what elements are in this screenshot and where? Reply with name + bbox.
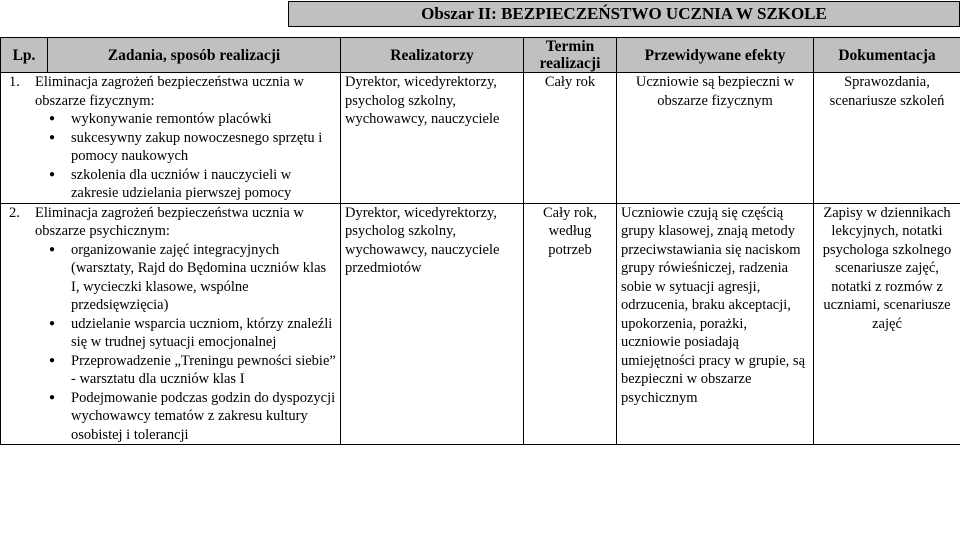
efekty-cell: Uczniowie czują się częścią grupy klasowej, znają metody przeciwstawiania się naciskom grupy rówieśniczej, radzenia sobie w sytuacji agresji, odrzucenia, braku akceptacji, upokorzenia, porażki, uczniowie posiadają umiejętności pracy w grupie, są bezpieczni w obszarze psychicznym (617, 203, 814, 445)
realizatorzy-cell: Dyrektor, wicedyrektorzy, psycholog szkolny, wychowawcy, nauczyciele przedmiotów (341, 203, 524, 445)
title-row (0, 0, 960, 30)
task-bullet-list (45, 110, 336, 203)
header-zadania: Zadania, sposób realizacji (48, 38, 341, 73)
list-item: ● Przeprowadzenie „Treningu pewności siebie” - warsztatu dla uczniów klas I (47, 352, 336, 389)
header-realizatorzy: Realizatorzy (341, 38, 524, 73)
dokumentacja-cell: Zapisy w dziennikach lekcyjnych, notatki psychologa szkolnego scenariusze zajęć, notatki z rozmów z uczniami, scenariusze zajęć (814, 203, 960, 445)
list-item: ● organizowanie zajęć integracyjnych (warsztaty, Rajd do Będomina uczniów klas I, wycieczki klasowe, wspólne przedsięwzięcia) (47, 241, 336, 315)
list-item: ● szkolenia dla uczniów i nauczycieli w zakresie udzielania pierwszej pomocy (47, 166, 336, 203)
header-efekty: Przewidywane efekty (617, 38, 814, 73)
page-title: Obszar II: BEZPIECZEŃSTWO UCZNIA W SZKOLE (421, 4, 827, 23)
realizatorzy-cell: Dyrektor, wicedyrektorzy, psycholog szkolny, wychowawcy, nauczyciele (341, 73, 524, 204)
list-item: ● udzielanie wsparcia uczniom, którzy znaleźli się w trudnej sytuacji emocjonalnej (47, 315, 336, 352)
task-cell (1, 203, 341, 445)
termin-cell: Cały rok, według potrzeb (524, 203, 617, 445)
title-box (288, 1, 960, 27)
list-item: ● Podejmowanie podczas godzin do dyspozycji wychowawcy tematów z zakresu kultury osobistej i tolerancji (47, 389, 336, 445)
header-lp: Lp. (1, 38, 48, 73)
task-cell (1, 73, 341, 204)
header-dokumentacja: Dokumentacja (814, 38, 960, 73)
list-item: ● sukcesywny zakup nowoczesnego sprzętu i pomocy naukowych (47, 129, 336, 166)
task-intro (5, 73, 336, 110)
dokumentacja-cell: Sprawozdania, scenariusze szkoleń (814, 73, 960, 204)
termin-cell: Cały rok (524, 73, 617, 204)
list-item: ● wykonywanie remontów placówki (47, 110, 336, 129)
table-row (1, 203, 960, 445)
task-intro-text: Eliminacja zagrożeń bezpieczeństwa ucznia w obszarze psychicznym: (35, 204, 304, 239)
efekty-cell: Uczniowie są bezpieczni w obszarze fizycznym (617, 73, 814, 204)
plan-table (0, 37, 960, 445)
table-row (1, 73, 960, 204)
header-termin: Termin realizacji (524, 38, 617, 73)
header-row (1, 38, 960, 73)
row-number: 2. (9, 204, 20, 221)
task-bullet-list (45, 241, 336, 445)
task-intro-text: Eliminacja zagrożeń bezpieczeństwa ucznia w obszarze fizycznym: (35, 74, 304, 109)
row-number: 1. (9, 74, 20, 90)
task-intro (5, 204, 336, 241)
